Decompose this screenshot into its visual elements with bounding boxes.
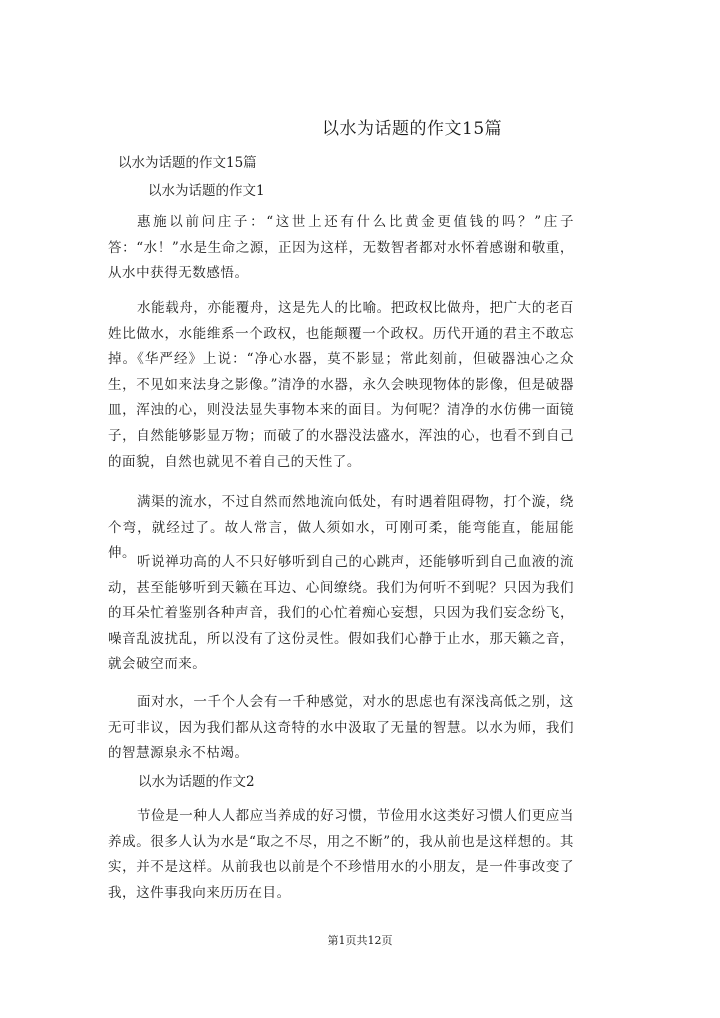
essay-1-paragraph-3: 满渠的流水，不过自然而然地流向低处，有时遇着阻碍物，打个漩，绕个弯，就经过了。故人常言，做人须如水，可刚可柔，能弯能直，能屈能伸。 (108, 494, 574, 562)
essay-2-heading: 以水为话题的作文2 (138, 774, 255, 790)
essay-1-paragraph-4: 听说禅功高的人不只好够听到自己的心跳声，还能够听到自己血液的流动，甚至能够听到天籁在耳边、心间缭绕。我们为何听不到呢？只因为我们的耳朵忙着鉴别各种声音，我们的心忙着痴心妄想，只因为我们妄念纷飞，噪音乱波扰乱，所以没有了这份灵性。假如我们心静于止水，那天籁之音，就会破空而来。 (108, 554, 574, 673)
essay-2-paragraph-1: 节俭是一种人人都应当养成的好习惯，节俭用水这类好习惯人们更应当养成。很多人认为水是“取之不尽，用之不断”的，我从前也是这样想的。其实，并不是这样。从前我也以前是个不珍惜用水的小朋友，是一件事改变了我，这件事我向来历历在目。 (108, 808, 574, 901)
document-title: 以水为话题的作文15篇 (322, 119, 503, 139)
essay-1-paragraph-1: 惠施以前问庄子：“这世上还有什么比黄金更值钱的吗？”庄子答：“水！”水是生命之源，正因为这样，无数智者都对水怀着感谢和敬重，从水中获得无数感悟。 (108, 214, 574, 282)
page-footer: 第1页共12页 (327, 934, 393, 947)
essay-1-paragraph-5: 面对水，一千个人会有一千种感觉，对水的思虑也有深浅高低之别，这无可非议，因为我们都从这奇特的水中汲取了无量的智慧。以水为师，我们的智慧源泉永不枯竭。 (108, 694, 574, 762)
essay-1-paragraph-2: 水能载舟，亦能覆舟，这是先人的比喻。把政权比做舟，把广大的老百姓比做水，水能维系一个政权，也能颠覆一个政权。历代开通的君主不敢忘掉。《华严经》上说：“净心水器，莫不影显；常此刻前，但破器浊心之众生，不见如来法身之影像。”清净的水器，永久会映现物体的影像，但是破器皿，浑浊的心，则没法显失事物本来的面目。为何呢？清净的水仿佛一面镜子，自然能够影显万物；而破了的水器没法盛水，浑浊的心，也看不到自己的面貌，自然也就见不着自己的天性了。 (108, 300, 574, 470)
document-subtitle: 以水为话题的作文15篇 (118, 155, 257, 171)
essay-1-heading: 以水为话题的作文1 (148, 183, 265, 199)
